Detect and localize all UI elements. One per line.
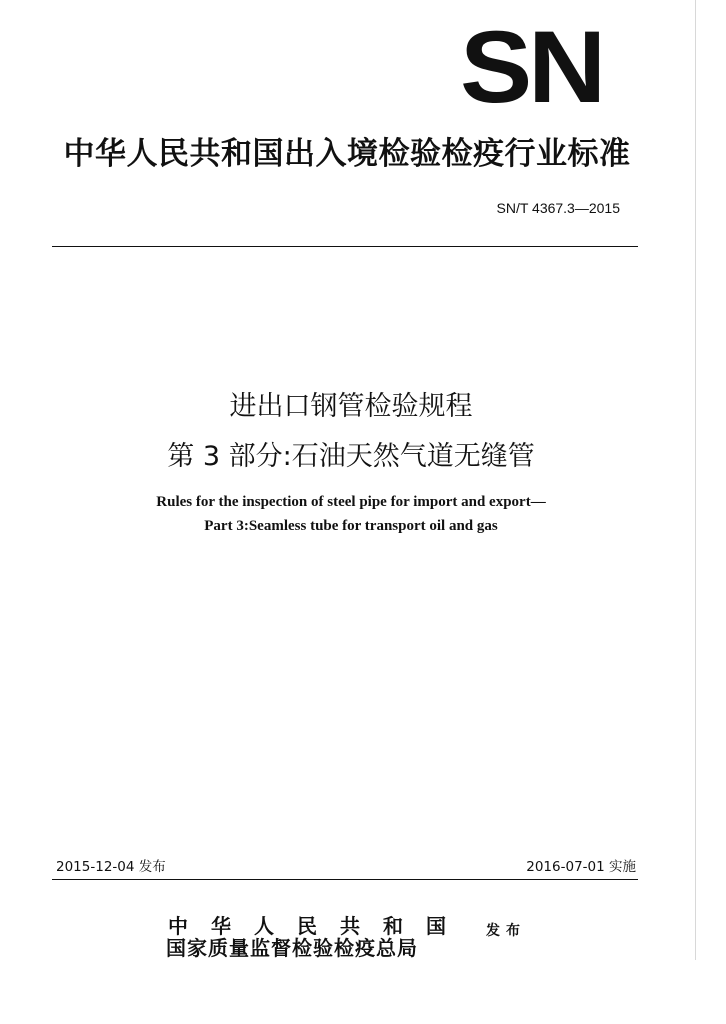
issuer-country: 中华人民共和国: [168, 914, 469, 938]
sn-logo-text: SN: [460, 28, 602, 106]
issuer-action: 发布: [486, 923, 526, 939]
top-divider: [52, 246, 638, 247]
sn-logo: [458, 28, 604, 106]
issuing-sector-title: 中华人民共和国出入境检验检疫行业标准: [63, 136, 631, 172]
english-title-part: Part 3:Seamless tube for transport oil and gas: [204, 518, 498, 534]
chinese-title-part: 第 3 部分:石油天然气道无缝管: [167, 441, 535, 472]
implementation-date: 2016-07-01 实施: [526, 859, 636, 875]
english-title-main: Rules for the inspection of steel pipe for import and export—: [156, 494, 546, 510]
issuer-agency: 国家质量监督检验检疫总局: [166, 936, 418, 960]
standard-number: SN/T 4367.3—2015: [496, 200, 620, 216]
bottom-divider: [52, 879, 638, 880]
chinese-title-main: 进出口钢管检验规程: [229, 391, 473, 422]
issue-date: 2015-12-04 发布: [56, 859, 166, 875]
